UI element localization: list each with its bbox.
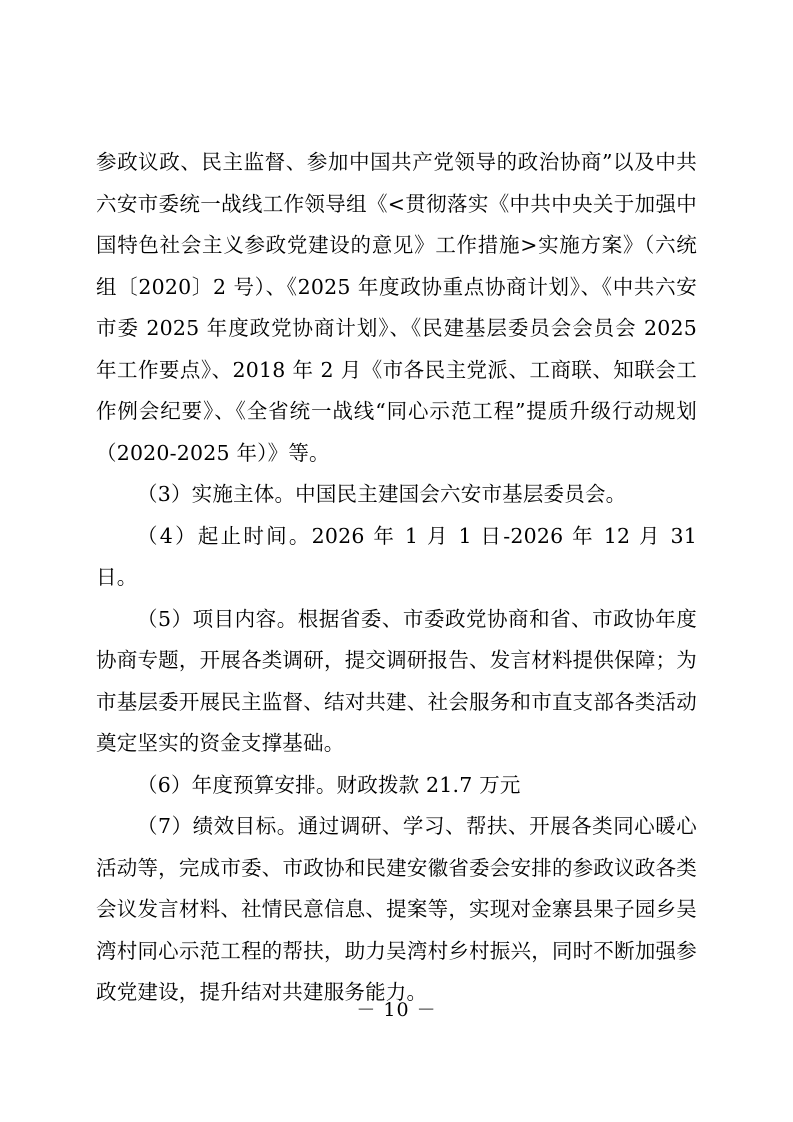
document-body (96, 142, 697, 1014)
paragraph-item-3: （3）实施主体。中国民主建国会六安市基层委员会。 (137, 482, 627, 506)
paragraph-item-6: （6）年度预算安排。财政拨款 21.7 万元 (137, 772, 521, 797)
page-number: － 10 － (356, 999, 437, 1021)
paragraph-continued: 参政议政、民主监督、参加中国共产党领导的政治协商”以及中共六安市委统一战线工作领导组《<贯彻落实《中共中央关于加强中国特色社会主义参政党建设的意见》工作措施>实施方案》（六统组〔2020〕2 号）、《2025 年度政协重点协商计划》、《中共六安市委 2025 年度政党协商计划》、《民建基层委员会会员会 2025 年工作要点》、2018 年 2 月《市各民主党派、工商联、知联会工作例会纪要》、《全省统一战线“同心示范工程”提质升级行动规划（2020-2025 年）》等。 (96, 150, 697, 465)
paragraph-item-4: （4）起止时间。2026 年 1 月 1 日-2026 年 12 月 31 日。 (96, 523, 697, 589)
paragraph-item-5: （5）项目内容。根据省委、市委政党协商和省、市政协年度协商专题，开展各类调研，提交调研报告、发言材料提供保障；为市基层委开展民主监督、结对共建、社会服务和市直支部各类活动奠定坚实的资金支撑基础。 (96, 606, 697, 755)
paragraph-item-7: （7）绩效目标。通过调研、学习、帮扶、开展各类同心暖心活动等，完成市委、市政协和民建安徽省委会安排的参政议政各类会议发言材料、社情民意信息、提案等，实现对金寨县果子园乡吴湾村同心示范工程的帮扶，助力吴湾村乡村振兴，同时不断加强参政党建设，提升结对共建服务能力。 (96, 814, 697, 1004)
